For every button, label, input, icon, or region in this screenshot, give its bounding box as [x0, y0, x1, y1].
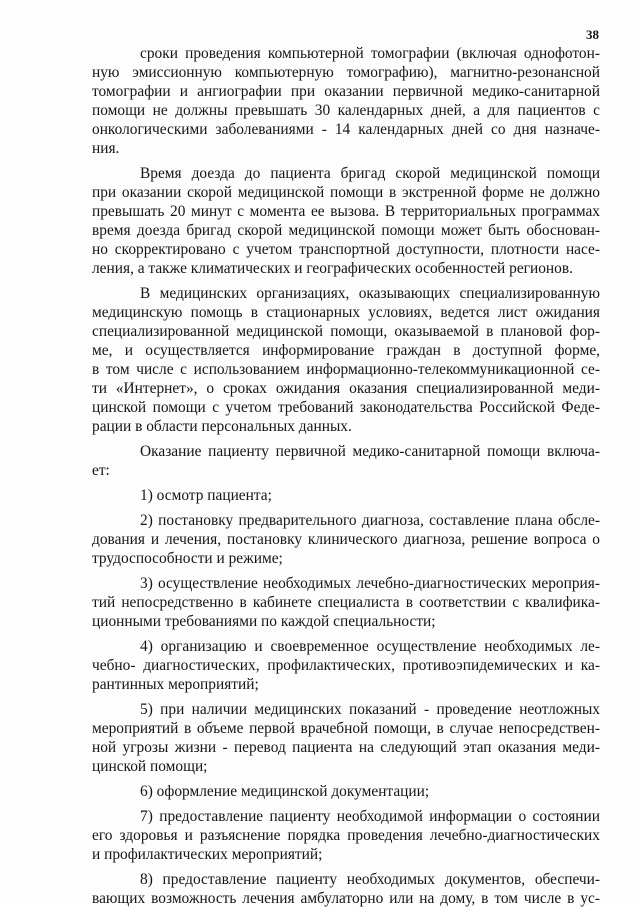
text-line: медицинскую помощь в стационарных условиях, ведется лист ожидания [92, 304, 600, 321]
text-line: ти «Интернет», о сроках ожидания оказания специализированной меди- [92, 380, 600, 397]
text-line: сроки проведения компьютерной томографии (включая однофотон- [140, 45, 600, 62]
text-line: Оказание пациенту первичной медико-санитарной помощи включа- [140, 443, 600, 460]
text-line: помощи не должны превышать 30 календарных дней, а для пациентов с [92, 102, 600, 119]
text-line: рации в области персональных данных. [92, 418, 352, 435]
text-line: время доезда бригад скорой медицинской помощи может быть обоснован- [92, 222, 600, 239]
text-line: В медицинских организациях, оказывающих специализированную [140, 285, 600, 302]
text-line: 7) предоставление пациенту необходимой информации о состоянии [140, 808, 600, 825]
text-line: специализированной медицинской помощи, оказываемой в плановой фор- [92, 323, 600, 340]
page-number: 38 [586, 27, 599, 42]
text-line: 3) осуществление необходимых лечебно-диагностических мероприя- [140, 575, 600, 592]
text-line: томографии и ангиографии при оказании первичной медико-санитарной [92, 83, 600, 100]
text-line: ления, а также климатических и географических особенностей регионов. [92, 260, 573, 277]
text-line: ционными требованиями по каждой специальности; [92, 613, 436, 630]
text-line: 1) осмотр пациента; [140, 487, 272, 504]
text-line: тий непосредственно в кабинете специалиста в соответствии с квалифика- [92, 594, 600, 611]
text-line: мероприятий в объеме первой врачебной помощи, в случае непосредствен- [92, 720, 600, 737]
text-line: рантинных мероприятий; [92, 676, 259, 693]
text-line: ме, и осуществляется информирование граждан в доступной форме, [92, 342, 600, 359]
text-line: ет: [92, 462, 110, 479]
text-line: трудоспособности и режиме; [92, 550, 283, 567]
text-line: вающих возможность лечения амбулаторно или на дому, в том числе в ус- [92, 890, 600, 907]
text-line: 2) постановку предварительного диагноза, составление плана обсле- [140, 512, 600, 529]
text-line: 6) оформление медицинской документации; [140, 783, 430, 800]
text-line: онкологическими заболеваниями - 14 календарных дней со дня назначе- [92, 121, 600, 138]
text-line: дования и лечения, постановку клинического диагноза, решение вопроса о [92, 531, 600, 548]
text-line: цинской помощи; [92, 758, 208, 775]
document-body [92, 44, 600, 908]
text-line: при оказании скорой медицинской помощи в экстренной форме не должно [92, 184, 600, 201]
text-line: 4) организацию и своевременное осуществление необходимых ле- [140, 638, 600, 655]
text-line: в том числе с использованием информационно-телекоммуникационной се- [92, 361, 600, 378]
text-line: 5) при наличии медицинских показаний - проведение неотложных [140, 701, 600, 718]
text-line: но скорректировано с учетом транспортной доступности, плотности насе- [92, 241, 600, 258]
text-line: ния. [92, 140, 120, 157]
text-line: превышать 20 минут с момента ее вызова. В территориальных программах [92, 203, 600, 220]
text-line: и профилактических мероприятий; [92, 846, 323, 863]
text-line: чебно- диагностических, профилактических, противоэпидемических и ка- [92, 657, 600, 674]
text-line: ной угрозы жизни - перевод пациента на следующий этап оказания меди- [92, 739, 600, 756]
text-line: Время доезда до пациента бригад скорой медицинской помощи [140, 165, 600, 182]
text-line: его здоровья и разъяснение порядка проведения лечебно-диагностических [92, 827, 600, 844]
text-line: цинской помощи с учетом требований законодательства Российской Феде- [92, 399, 600, 416]
text-line: 8) предоставление пациенту необходимых документов, обеспечи- [140, 871, 600, 888]
text-line: ную эмиссионную компьютерную томографию), магнитно-резонансной [92, 64, 600, 81]
